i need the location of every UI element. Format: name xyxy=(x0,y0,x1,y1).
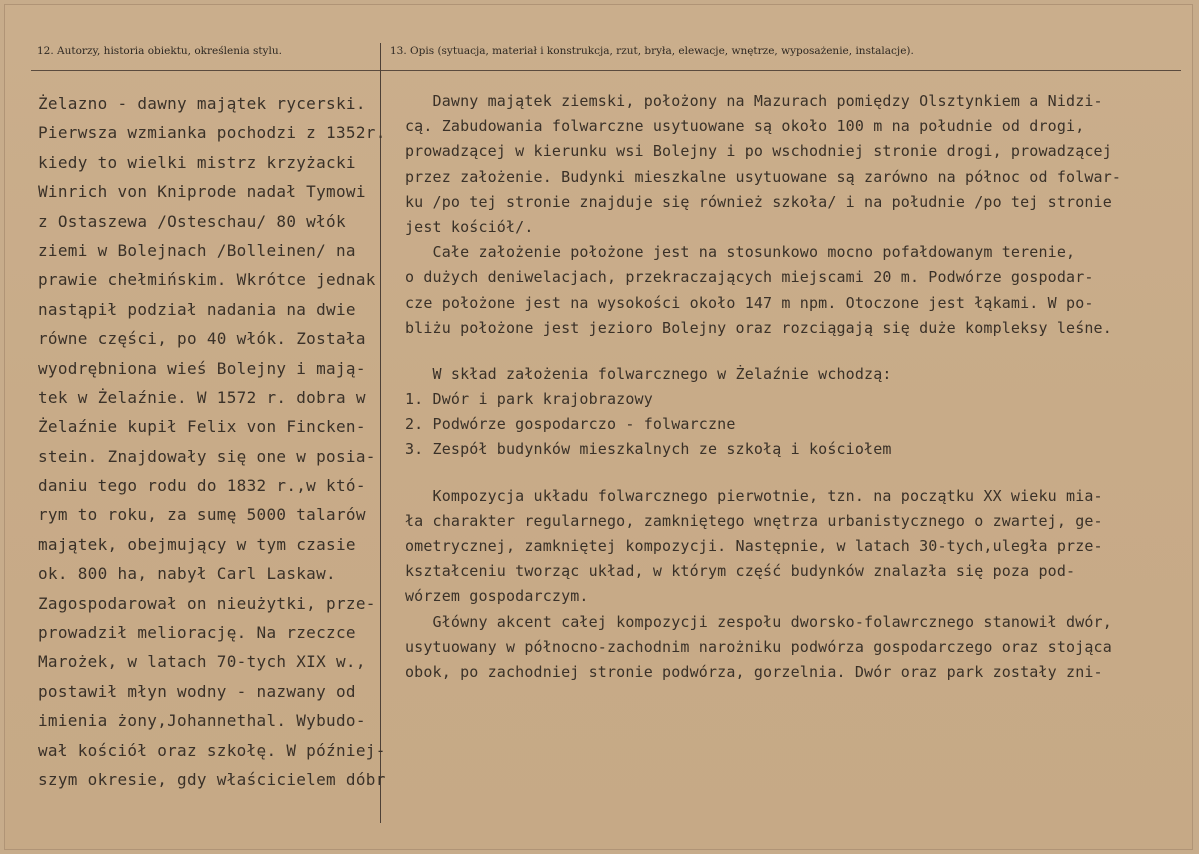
description-text-line: ometrycznej, zamkniętej kompozycji. Następnie, w latach 30-tych,uległa prze- xyxy=(405,537,1103,555)
description-text-line: 1. Dwór i park krajobrazowy xyxy=(405,390,653,409)
section-13-header: 13. Opis (sytuacja, materiał i konstrukcja, rzut, bryła, elewacje, wnętrze, wyposażenie, instalacje). xyxy=(390,45,914,57)
description-text-line: obok, po zachodniej stronie podwórza, gorzelnia. Dwór oraz park zostały zni- xyxy=(405,662,1103,681)
history-text-column xyxy=(38,89,386,794)
history-text-line: Marożek, w latach 70-tych XIX w., xyxy=(38,652,366,672)
history-text-line: imienia żony,Johannethal. Wybudo- xyxy=(38,711,366,731)
description-text-line: W skład założenia folwarcznego w Żelaźnie wchodzą: xyxy=(405,364,892,383)
description-text-line: prowadzącej w kierunku wsi Bolejny i po wschodniej stronie drogi, prowadzącej xyxy=(405,142,1112,161)
history-text-line: Zagospodarował on nieużytki, prze- xyxy=(38,593,376,613)
header-divider xyxy=(31,70,1181,71)
history-text-line: Żelazno - dawny majątek rycerski. xyxy=(38,94,366,113)
description-text-column xyxy=(405,89,1190,685)
history-text-line: równe części, po 40 włók. Została xyxy=(38,329,366,349)
paragraph-gap xyxy=(405,463,1190,484)
history-text-line: tek w Żelaźnie. W 1572 r. dobra w xyxy=(38,387,366,407)
description-text-line: cą. Zabudowania folwarczne usytuowane są około 100 m na południe od drogi, xyxy=(405,117,1085,136)
description-text-line: usytuowany w północno-zachodnim narożniku podwórza gospodarczego oraz stojąca xyxy=(405,637,1112,656)
history-text-line: wyodrębniona wieś Bolejny i mają- xyxy=(38,358,366,378)
description-text-line: wórzem gospodarczym. xyxy=(405,587,589,606)
history-text-line: postawił młyn wodny - nazwany od xyxy=(38,681,356,701)
history-text-line: rym to roku, za sumę 5000 talarów xyxy=(38,505,366,525)
history-text-line: nastąpił podział nadania na dwie xyxy=(38,299,356,319)
history-text-line: Winrich von Kniprode nadał Tymowi xyxy=(38,182,366,202)
description-text-line: Kompozycja układu folwarcznego pierwotnie, tzn. na początku XX wieku mia- xyxy=(405,486,1103,505)
description-text-line: Główny akcent całej kompozycji zespołu dworsko-folawrcznego stanowił dwór, xyxy=(405,612,1112,631)
history-text-line: prawie chełmińskim. Wkrótce jednak xyxy=(38,270,376,290)
description-text-line: kształceniu tworząc układ, w którym część budynków znalazła się poza pod- xyxy=(405,562,1076,581)
history-text-line: szym okresie, gdy właścicielem dóbr xyxy=(38,769,386,789)
description-text-line: Dawny majątek ziemski, położony na Mazurach pomiędzy Olsztynkiem a Nidzi- xyxy=(405,92,1103,110)
description-text-line: Całe założenie położone jest na stosunkowo mocno pofałdowanym terenie, xyxy=(405,243,1076,262)
description-text-line: jest kościół/. xyxy=(405,217,534,236)
section-12-header: 12. Autorzy, historia obiektu, określenia stylu. xyxy=(37,45,282,57)
history-text-line: wał kościół oraz szkołę. W później- xyxy=(38,740,386,760)
history-text-line: stein. Znajdowały się one w posia- xyxy=(38,446,376,466)
history-text-line: kiedy to wielki mistrz krzyżacki xyxy=(38,152,356,172)
description-text-line: ku /po tej stronie znajduje się również szkoła/ i na południe /po tej stronie xyxy=(405,192,1112,211)
paragraph-gap xyxy=(405,341,1190,362)
description-text-line: przez założenie. Budynki mieszkalne usytuowane są zarówno na północ od folwar- xyxy=(405,167,1122,186)
history-text-line: Żelaźnie kupił Felix von Fincken- xyxy=(38,417,366,437)
history-text-line: prowadził meliorację. Na rzeczce xyxy=(38,623,356,643)
description-text-line: cze położone jest na wysokości około 147 m npm. Otoczone jest łąkami. W po- xyxy=(405,293,1094,312)
history-text-line: majątek, obejmujący w tym czasie xyxy=(38,534,356,554)
description-text-line: bliżu położone jest jezioro Bolejny oraz rozciągają się duże kompleksy leśne. xyxy=(405,318,1112,337)
description-text-line: o dużych deniwelacjach, przekraczających miejscami 20 m. Podwórze gospodar- xyxy=(405,268,1094,287)
history-text-line: Pierwsza wzmianka pochodzi z 1352r. xyxy=(38,123,386,143)
history-text-line: daniu tego rodu do 1832 r.,w któ- xyxy=(38,476,366,496)
history-text-line: ziemi w Bolejnach /Bolleinen/ na xyxy=(38,240,356,260)
description-text-line: 2. Podwórze gospodarczo - folwarczne xyxy=(405,415,736,434)
history-text-line: ok. 800 ha, nabył Carl Laskaw. xyxy=(38,564,336,584)
document-card xyxy=(4,4,1193,850)
description-text-line: ła charakter regularnego, zamkniętego wnętrza urbanistycznego o zwartej, ge- xyxy=(405,511,1103,530)
description-text-line: 3. Zespół budynków mieszkalnych ze szkołą i kościołem xyxy=(405,440,892,459)
history-text-line: z Ostaszewa /Osteschau/ 80 włók xyxy=(38,211,346,231)
